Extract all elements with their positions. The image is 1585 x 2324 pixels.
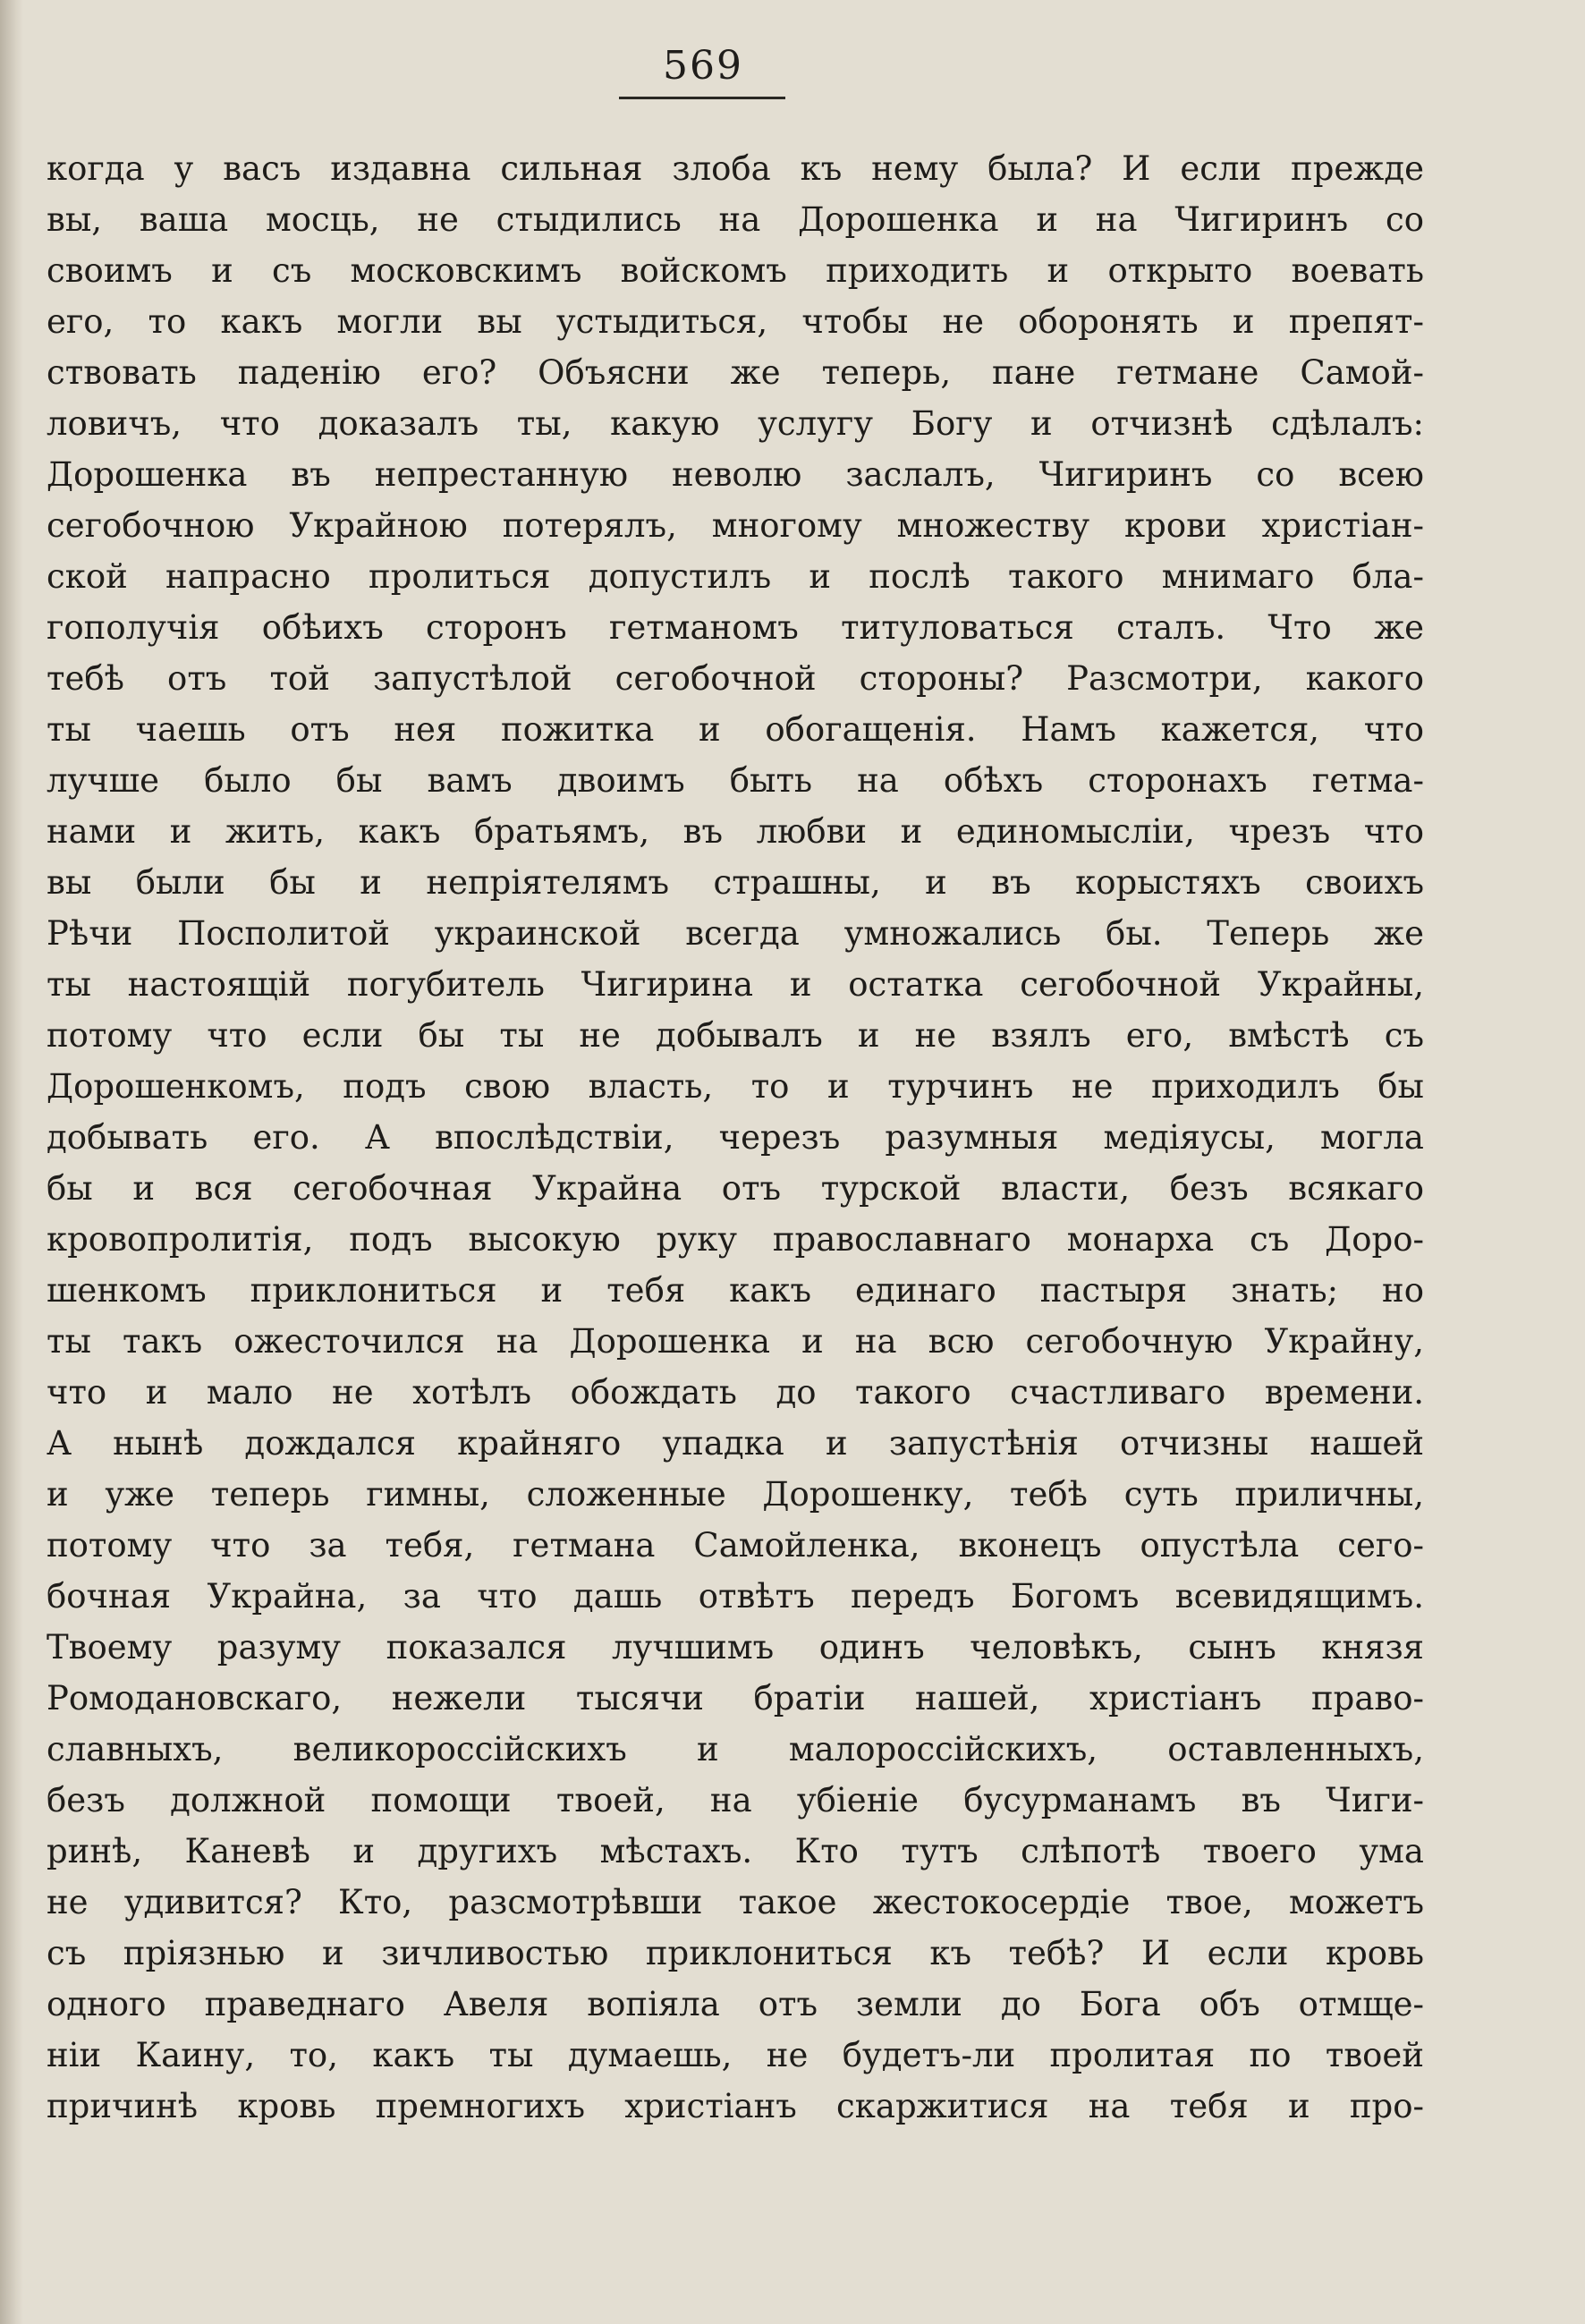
- text-line: ловичъ, что доказалъ ты, какую услугу Богу и отчизнѣ сдѣлалъ:: [47, 404, 1424, 443]
- page-number-rule: [619, 97, 785, 99]
- text-line: бочная Украйна, за что дашь отвѣтъ передъ Богомъ всевидящимъ.: [47, 1577, 1424, 1616]
- text-line: шенкомъ приклониться и тебя какъ единаго пастыря знать; но: [47, 1271, 1424, 1310]
- text-line: А нынѣ дождался крайняго упадка и запустѣнія отчизны нашей: [47, 1424, 1424, 1463]
- text-line: Рѣчи Посполитой украинской всегда умножались бы. Теперь же: [47, 914, 1424, 953]
- text-line: ты чаешь отъ нея пожитка и обогащенія. Намъ кажется, что: [47, 710, 1424, 749]
- text-line: лучше было бы вамъ двоимъ быть на обѣхъ сторонахъ гетма-: [47, 761, 1424, 800]
- text-line: славныхъ, великороссійскихъ и малороссійскихъ, оставленныхъ,: [47, 1730, 1424, 1768]
- text-line: и уже теперь гимны, сложенные Дорошенку, тебѣ суть приличны,: [47, 1475, 1424, 1514]
- text-line: ринѣ, Каневѣ и другихъ мѣстахъ. Кто тутъ слѣпотѣ твоего ума: [47, 1832, 1424, 1870]
- text-line: ты настоящій погубитель Чигирина и остатка сегобочной Украйны,: [47, 965, 1424, 1004]
- text-line: его, то какъ могли вы устыдиться, чтобы не оборонять и препят-: [47, 302, 1424, 341]
- text-line: нами и жить, какъ братьямъ, въ любви и единомысліи, чрезъ что: [47, 812, 1424, 851]
- text-line: Ромодановскаго, нежели тысячи братіи нашей, христіанъ право-: [47, 1679, 1424, 1718]
- text-line: съ пріязнью и зичливостью приклониться къ тебѣ? И если кровь: [47, 1934, 1424, 1972]
- page-gutter-shadow: [0, 0, 23, 2324]
- text-line: добывать его. А впослѣдствіи, черезъ разумныя медіяусы, могла: [47, 1118, 1424, 1157]
- text-line: тебѣ отъ той запустѣлой сегобочной стороны? Разсмотри, какого: [47, 659, 1424, 698]
- text-line: Твоему разуму показался лучшимъ одинъ человѣкъ, сынъ князя: [47, 1628, 1424, 1667]
- text-line: гополучія обѣихъ сторонъ гетманомъ титуловаться сталъ. Что же: [47, 608, 1424, 647]
- text-line: что и мало не хотѣлъ обождать до такого счастливаго времени.: [47, 1373, 1424, 1412]
- text-line: своимъ и съ московскимъ войскомъ приходить и открыто воевать: [47, 251, 1424, 290]
- text-line: кровопролитія, подъ высокую руку православнаго монарха съ Доро-: [47, 1220, 1424, 1259]
- text-line: потому что если бы ты не добывалъ и не взялъ его, вмѣстѣ съ: [47, 1016, 1424, 1055]
- text-line: ты такъ ожесточился на Дорошенка и на всю сегобочную Украйну,: [47, 1322, 1424, 1361]
- text-line: ской напрасно пролиться допустилъ и послѣ такого мнимаго бла-: [47, 557, 1424, 596]
- text-line: безъ должной помощи твоей, на убіеніе бусурманамъ въ Чиги-: [47, 1781, 1424, 1819]
- text-line: вы, ваша мосць, не стыдились на Дорошенка и на Чигиринъ со: [47, 200, 1424, 239]
- text-line: потому что за тебя, гетмана Самойленка, вконецъ опустѣла сего-: [47, 1526, 1424, 1565]
- text-line: бы и вся сегобочная Украйна отъ турской власти, безъ всякаго: [47, 1169, 1424, 1208]
- body-text: [47, 143, 1424, 2132]
- text-line: причинѣ кровь премногихъ христіанъ скаржитися на тебя и про-: [47, 2087, 1424, 2125]
- text-line: вы были бы и непріятелямъ страшны, и въ корыстяхъ своихъ: [47, 863, 1424, 902]
- text-line: ніи Каину, то, какъ ты думаешь, не будетъ-ли пролитая по твоей: [47, 2036, 1424, 2074]
- text-line: сегобочною Украйною потерялъ, многому множеству крови христіан-: [47, 506, 1424, 545]
- page-number: 569: [663, 43, 743, 89]
- text-line: ствовать паденію его? Объясни же теперь, пане гетмане Самой-: [47, 353, 1424, 392]
- text-line: Дорошенка въ непрестанную неволю заслалъ, Чигиринъ со всею: [47, 455, 1424, 494]
- text-line: одного праведнаго Авеля вопіяла отъ земли до Бога объ отмще-: [47, 1985, 1424, 2023]
- text-line: когда у васъ издавна сильная злоба къ нему была? И если прежде: [47, 149, 1424, 188]
- text-line: не удивится? Кто, разсмотрѣвши такое жестокосердіе твое, можетъ: [47, 1883, 1424, 1921]
- text-line: Дорошенкомъ, подъ свою власть, то и турчинъ не приходилъ бы: [47, 1067, 1424, 1106]
